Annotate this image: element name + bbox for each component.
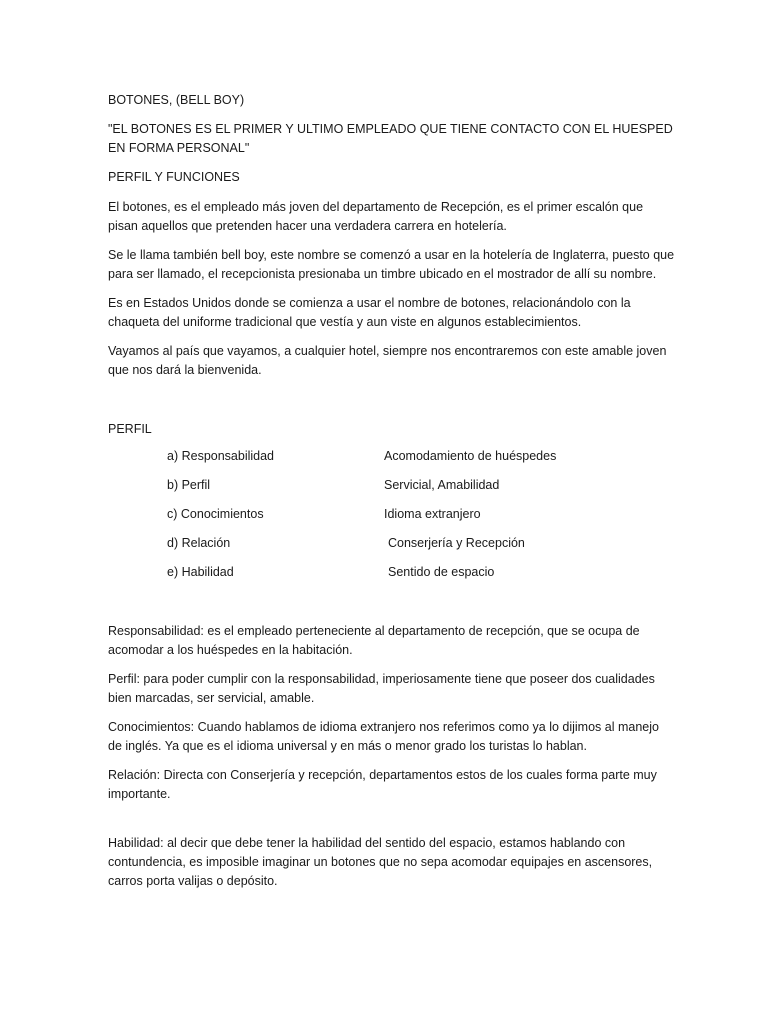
list-item <box>108 563 676 592</box>
perfil-item-value: Sentido de espacio <box>388 565 495 579</box>
definition-paragraph: Perfil: para poder cumplir con la responsabilidad, imperiosamente tiene que poseer dos cualidades bien marcadas, ser servicial, amable. <box>108 672 655 705</box>
definition-paragraph: Habilidad: al decir que debe tener la habilidad del sentido del espacio, estamos hablando con contundencia, es imposible imaginar un botones que no sepa acomodar equipajes en ascensores, carros porta valijas o depósito. <box>108 836 653 888</box>
perfil-heading: PERFIL <box>108 422 152 436</box>
definition-paragraph: Responsabilidad: es el empleado perteneciente al departamento de recepción, que se ocupa de acomodar a los huéspedes en la habitación. <box>108 624 640 657</box>
list-item <box>108 534 676 563</box>
perfil-item-label: c) Conocimientos <box>167 507 264 521</box>
perfil-item-label: a) Responsabilidad <box>167 449 275 463</box>
list-item <box>108 447 676 476</box>
section-heading: PERFIL Y FUNCIONES <box>108 170 240 184</box>
paragraph: Es en Estados Unidos donde se comienza a usar el nombre de botones, relacionándolo con la chaqueta del uniforme tradicional que vestía y aun viste en algunos establecimientos. <box>108 296 631 329</box>
list-item <box>108 505 676 534</box>
list-item <box>108 476 676 505</box>
perfil-item-label: b) Perfil <box>167 478 211 492</box>
quote-paragraph: "EL BOTONES ES EL PRIMER Y ULTIMO EMPLEADO QUE TIENE CONTACTO CON EL HUESPED EN FORMA PERSONAL" <box>108 122 673 155</box>
definition-paragraph: Conocimientos: Cuando hablamos de idioma extranjero nos referimos como ya lo dijimos al manejo de inglés. Ya que es el idioma universal y en más o menor grado los turistas lo hablan. <box>108 720 659 753</box>
perfil-item-value: Acomodamiento de huéspedes <box>384 449 557 463</box>
perfil-item-value: Conserjería y Recepción <box>388 536 525 550</box>
document-title: BOTONES, (BELL BOY) <box>108 93 245 107</box>
definition-paragraph: Relación: Directa con Conserjería y recepción, departamentos estos de los cuales forma parte muy importante. <box>108 768 657 801</box>
perfil-item-label: d) Relación <box>167 536 231 550</box>
perfil-item-value: Idioma extranjero <box>384 507 481 521</box>
perfil-list <box>108 447 676 592</box>
paragraph: Vayamos al país que vayamos, a cualquier hotel, siempre nos encontraremos con este amable joven que nos dará la bienvenida. <box>108 344 667 377</box>
perfil-item-label: e) Habilidad <box>167 565 234 579</box>
perfil-item-value: Servicial, Amabilidad <box>384 478 500 492</box>
paragraph: Se le llama también bell boy, este nombre se comenzó a usar en la hotelería de Inglaterra, puesto que para ser llamado, el recepcionista presionaba un timbre ubicado en el mostrador de allí su nombre. <box>108 248 675 281</box>
paragraph: El botones, es el empleado más joven del departamento de Recepción, es el primer escalón que pisan aquellos que pretenden hacer una verdadera carrera en hotelería. <box>108 200 644 233</box>
